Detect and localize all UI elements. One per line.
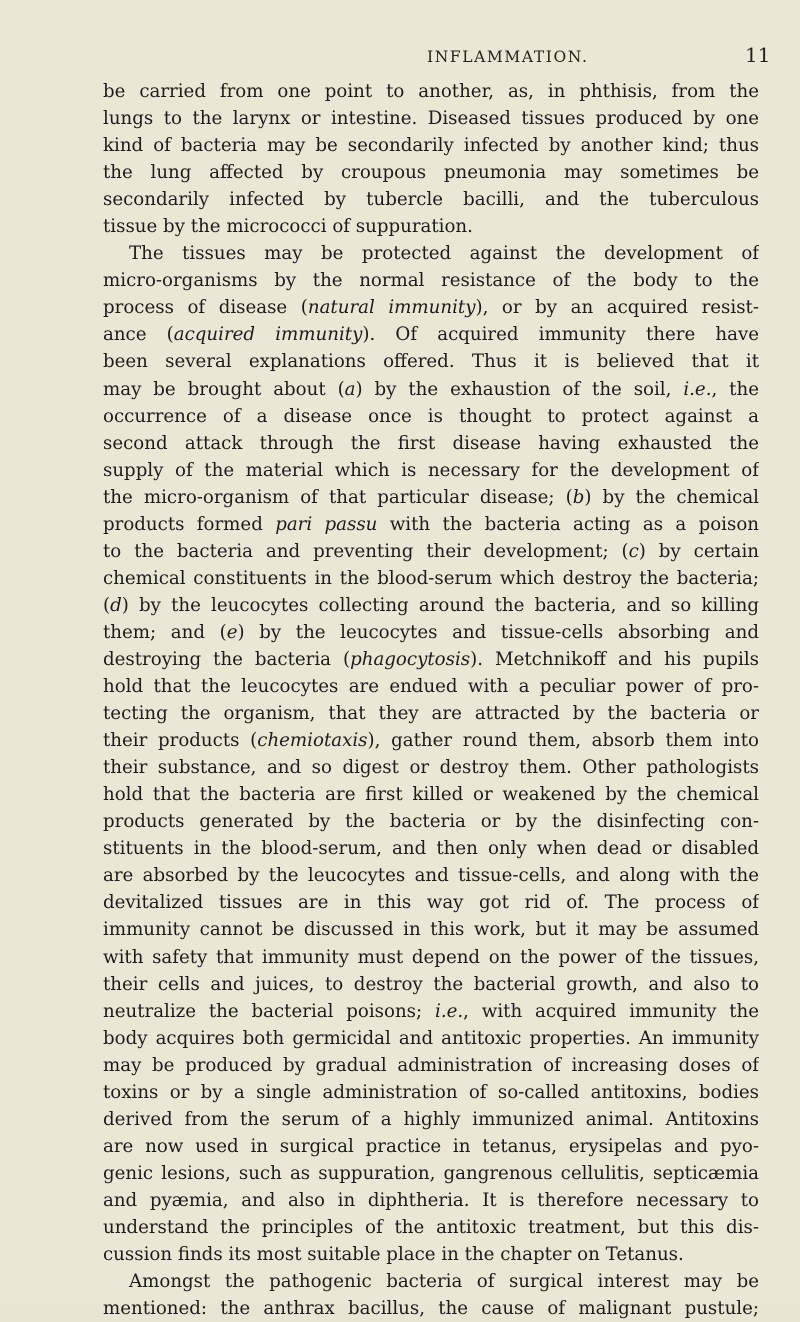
text-line: may be brought about (a) by the exhaustion of the soil, i.e., the (103, 378, 759, 400)
text-line: are now used in surgical practice in tetanus, erysipelas and pyo- (103, 1135, 759, 1157)
text-line: process of disease (natural immunity), or by an acquired resist- (103, 297, 759, 319)
text-line: body acquires both germicidal and antitoxic properties. An immunity (103, 1027, 759, 1049)
text-line: tissue by the micrococci of suppuration. (103, 216, 473, 238)
text-line: are absorbed by the leucocytes and tissue-cells, and along with the (103, 865, 759, 887)
text-line: destroying the bacteria (phagocytosis). Metchnikoff and his pupils (103, 648, 759, 670)
text-line: chemical constituents in the blood-serum which destroy the bacteria; (103, 567, 759, 589)
text-line: genic lesions, such as suppuration, gangrenous cellulitis, septicæmia (103, 1162, 759, 1184)
text-line: stituents in the blood-serum, and then only when dead or disabled (103, 838, 759, 860)
running-head (0, 43, 800, 78)
text-line: hold that the bacteria are first killed or weakened by the chemical (103, 784, 759, 806)
text-line: been several explanations offered. Thus it is believed that it (103, 351, 759, 373)
text-line: the micro-organism of that particular disease; (b) by the chemical (103, 486, 759, 508)
text-line: occurrence of a disease once is thought to protect against a (103, 405, 759, 427)
text-line: may be produced by gradual administration of increasing doses of (103, 1054, 759, 1076)
text-line: their cells and juices, to destroy the bacterial growth, and also to (103, 973, 759, 995)
text-line: micro-organisms by the normal resistance of the body to the (103, 270, 759, 292)
text-line: (d) by the leucocytes collecting around the bacteria, and so killing (103, 594, 759, 616)
text-line: toxins or by a single administration of so-called antitoxins, bodies (103, 1081, 759, 1103)
text-line: cussion finds its most suitable place in the chapter on Tetanus. (103, 1244, 684, 1266)
text-line: neutralize the bacterial poisons; i.e., with acquired immunity the (103, 1000, 759, 1022)
text-line: their substance, and so digest or destroy them. Other pathologists (103, 757, 759, 779)
text-line: devitalized tissues are in this way got rid of. The process of (103, 892, 759, 914)
text-line: the lung affected by croupous pneumonia may sometimes be (103, 162, 759, 184)
text-line: immunity cannot be discussed in this work, but it may be assumed (103, 919, 759, 941)
text-line: their products (chemiotaxis), gather round them, absorb them into (103, 730, 759, 752)
text-line: products generated by the bacteria or by the disinfecting con- (103, 811, 759, 833)
text-line: derived from the serum of a highly immunized animal. Antitoxins (103, 1108, 759, 1130)
text-line: products formed pari passu with the bacteria acting as a poison (103, 513, 759, 535)
text-line: supply of the material which is necessary for the development of (103, 459, 759, 481)
text-line: lungs to the larynx or intestine. Diseased tissues produced by one (103, 108, 759, 130)
text-line: mentioned: the anthrax bacillus, the cause of malignant pustule; (103, 1298, 759, 1320)
text-line: and pyæmia, and also in diphtheria. It is therefore necessary to (103, 1189, 759, 1211)
text-line: hold that the leucocytes are endued with a peculiar power of pro- (103, 676, 759, 698)
text-line: to the bacteria and preventing their development; (c) by certain (103, 540, 759, 562)
running-head-title: INFLAMMATION. (427, 48, 589, 66)
text-line: understand the principles of the antitoxic treatment, but this dis- (103, 1216, 759, 1238)
text-line: kind of bacteria may be secondarily infected by another kind; thus (103, 135, 759, 157)
text-line: be carried from one point to another, as, in phthisis, from the (103, 81, 759, 102)
text-line: second attack through the first disease having exhausted the (103, 432, 759, 454)
text-line: The tissues may be protected against the development of (129, 243, 759, 265)
text-line: with safety that immunity must depend on the power of the tissues, (103, 946, 759, 968)
text-line: secondarily infected by tubercle bacilli, and the tuberculous (103, 189, 759, 211)
text-line: tecting the organism, that they are attracted by the bacteria or (103, 703, 759, 725)
text-line: Amongst the pathogenic bacteria of surgical interest may be (129, 1271, 759, 1293)
page-number: 11 (745, 43, 771, 67)
body-text (103, 78, 759, 1322)
text-line: them; and (e) by the leucocytes and tissue-cells absorbing and (103, 621, 759, 643)
text-line: ance (acquired immunity). Of acquired immunity there have (103, 324, 759, 346)
